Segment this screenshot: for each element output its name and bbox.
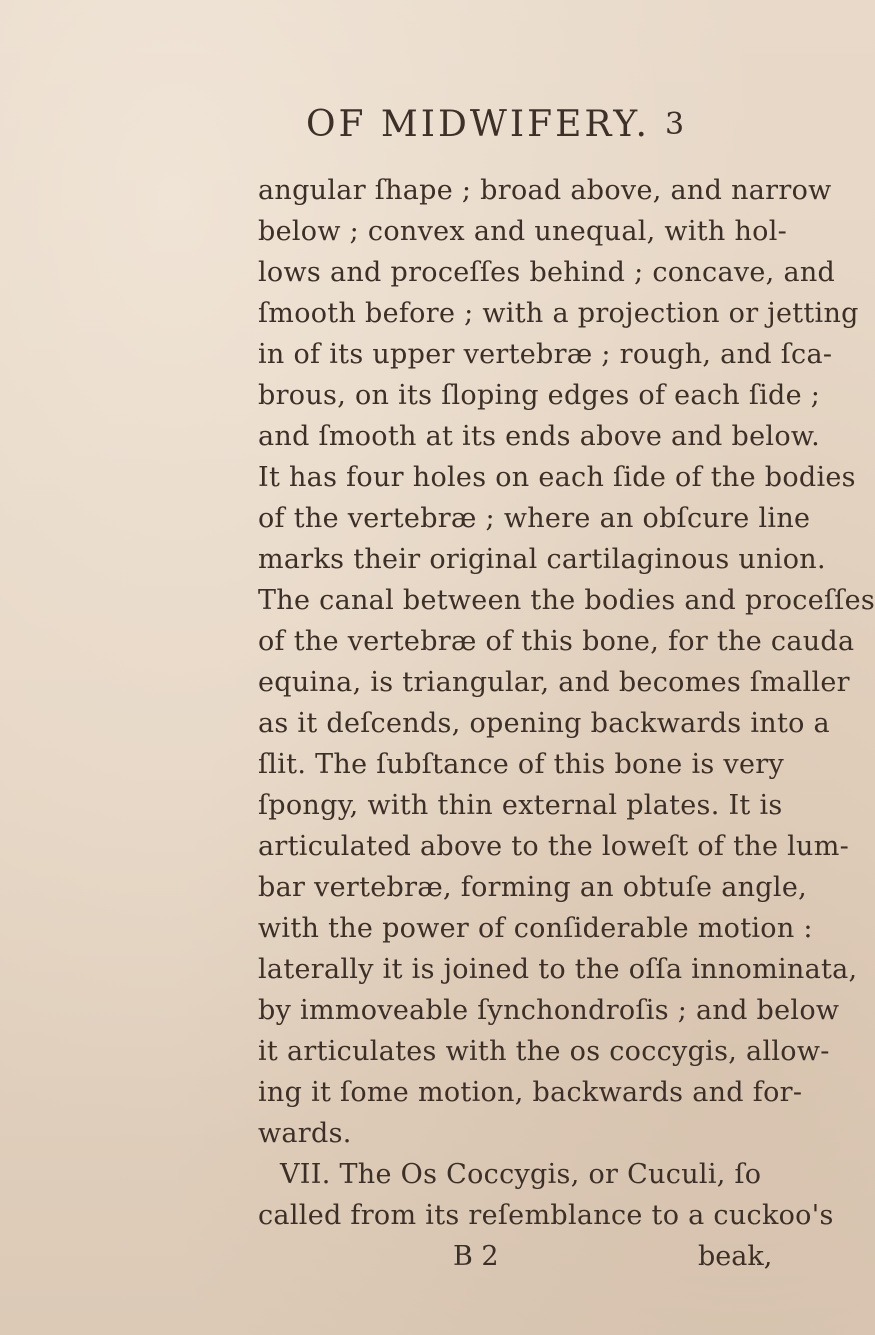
text-line: lows and proceſſes behind ; concave, and: [258, 257, 836, 288]
text-line: it articulates with the os coccygis, allow-: [258, 1036, 830, 1067]
text-line: by immoveable ſynchondroſis ; and below: [258, 995, 840, 1026]
text-line: with the power of conſiderable motion :: [258, 913, 813, 944]
text-line: below ; convex and unequal, with hol-: [258, 216, 788, 247]
running-title: OF MIDWIFERY.: [306, 104, 650, 145]
text-line: of the vertebræ ; where an obſcure line: [258, 503, 811, 534]
text-line: The canal between the bodies and proceſſes: [258, 585, 875, 616]
text-line: ſmooth before ; with a projection or jetting: [258, 298, 859, 329]
text-line: brous, on its ſloping edges of each ſide ;: [258, 380, 821, 411]
text-line: ſpongy, with thin external plates. It is: [258, 790, 783, 821]
text-line: bar vertebræ, forming an obtuſe angle,: [258, 872, 807, 903]
text-line: equina, is triangular, and becomes ſmaller: [258, 667, 850, 698]
text-line: ſlit. The ſubſtance of this bone is very: [258, 749, 785, 780]
text-line: VII. The Os Coccygis, or Cuculi, ſo: [280, 1159, 762, 1190]
text-line: articulated above to the loweſt of the lum-: [258, 831, 850, 862]
text-line: in of its upper vertebræ ; rough, and ſca-: [258, 339, 833, 370]
text-line: laterally it is joined to the oſſa innominata,: [258, 954, 858, 985]
text-line: It has four holes on each ſide of the bodies: [258, 462, 856, 493]
catchword: beak,: [698, 1241, 773, 1272]
page-number: 3: [665, 107, 685, 142]
running-head: [0, 100, 800, 150]
signature-mark: B 2: [453, 1241, 499, 1272]
text-line: angular ſhape ; broad above, and narrow: [258, 175, 832, 206]
text-line: wards.: [258, 1118, 352, 1149]
body-text: [258, 170, 875, 1277]
text-line: marks their original cartilaginous union.: [258, 544, 826, 575]
text-line: as it deſcends, opening backwards into a: [258, 708, 830, 739]
signature-line: [258, 1236, 800, 1277]
text-line: of the vertebræ of this bone, for the cauda: [258, 626, 855, 657]
text-line: ing it ſome motion, backwards and for-: [258, 1077, 803, 1108]
text-line: called from its reſemblance to a cuckoo's: [258, 1200, 834, 1231]
text-line: and ſmooth at its ends above and below.: [258, 421, 820, 452]
